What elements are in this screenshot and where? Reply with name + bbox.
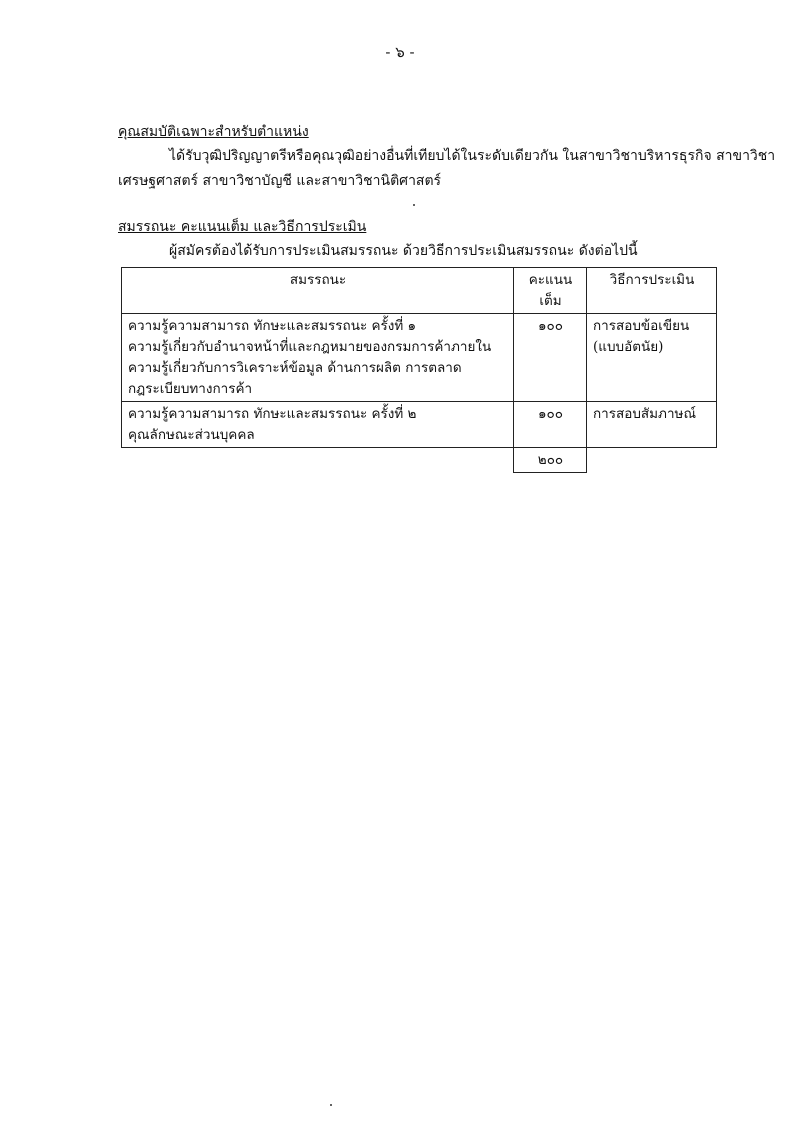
qualifications-line-1: ได้รับวุฒิปริญญาตรีหรือคุณวุฒิอย่างอื่นที่เทียบได้ในระดับเดียวกัน ในสาขาวิชาบริหารธุรกิจ สาขาวิชา: [169, 148, 776, 164]
stray-dot-bottom: [330, 1104, 332, 1106]
header-score-line-2: เต็ม: [539, 293, 562, 309]
row-1-method: [587, 314, 717, 402]
row-1-score: ๑๐๐: [514, 314, 587, 402]
competency-table: [121, 267, 717, 473]
row-1-method-line-2: (แบบอัตนัย): [593, 339, 664, 355]
row-1-line-4: กฎระเบียบทางการค้า: [128, 381, 253, 397]
header-method: วิธีการประเมิน: [587, 268, 717, 314]
total-score: ๒๐๐: [514, 448, 587, 473]
row-1-competency: [122, 314, 514, 402]
page-number: - ๖ -: [385, 43, 415, 61]
qualifications-line-2: เศรษฐศาสตร์ สาขาวิชาบัญชี และสาขาวิชานิติศาสตร์: [118, 173, 442, 189]
competency-heading: สมรรถนะ คะแนนเต็ม และวิธีการประเมิน: [118, 219, 367, 235]
row-1-method-line-1: การสอบข้อเขียน: [593, 318, 690, 334]
total-blank-cell: [122, 448, 514, 473]
header-competency: สมรรถนะ: [122, 268, 514, 314]
table-total-row: [122, 448, 717, 473]
row-1-line-3: ความรู้เกี่ยวกับการวิเคราะห์ข้อมูล ด้านการผลิต การตลาด: [128, 360, 462, 376]
total-blank-cell-right: [587, 448, 717, 473]
row-2-line-1: ความรู้ความสามารถ ทักษะและสมรรถนะ ครั้งที่ ๒: [128, 406, 417, 422]
header-full-score: [514, 268, 587, 314]
table-row: [122, 314, 717, 402]
stray-dot: [413, 204, 415, 206]
row-2-method: การสอบสัมภาษณ์: [587, 402, 717, 448]
row-1-line-1: ความรู้ความสามารถ ทักษะและสมรรถนะ ครั้งที่ ๑: [128, 318, 417, 334]
qualifications-heading: คุณสมบัติเฉพาะสำหรับตำแหน่ง: [118, 124, 309, 140]
table-row: [122, 402, 717, 448]
header-score-line-1: คะแนน: [528, 272, 573, 288]
row-1-line-2: ความรู้เกี่ยวกับอำนาจหน้าที่และกฎหมายของกรมการค้าภายใน: [128, 339, 492, 355]
row-2-line-2: คุณลักษณะส่วนบุคคล: [128, 427, 255, 443]
table-header-row: [122, 268, 717, 314]
row-2-score: ๑๐๐: [514, 402, 587, 448]
competency-intro: ผู้สมัครต้องได้รับการประเมินสมรรถนะ ด้วยวิธีการประเมินสมรรถนะ ดังต่อไปนี้: [169, 243, 638, 259]
row-2-competency: [122, 402, 514, 448]
